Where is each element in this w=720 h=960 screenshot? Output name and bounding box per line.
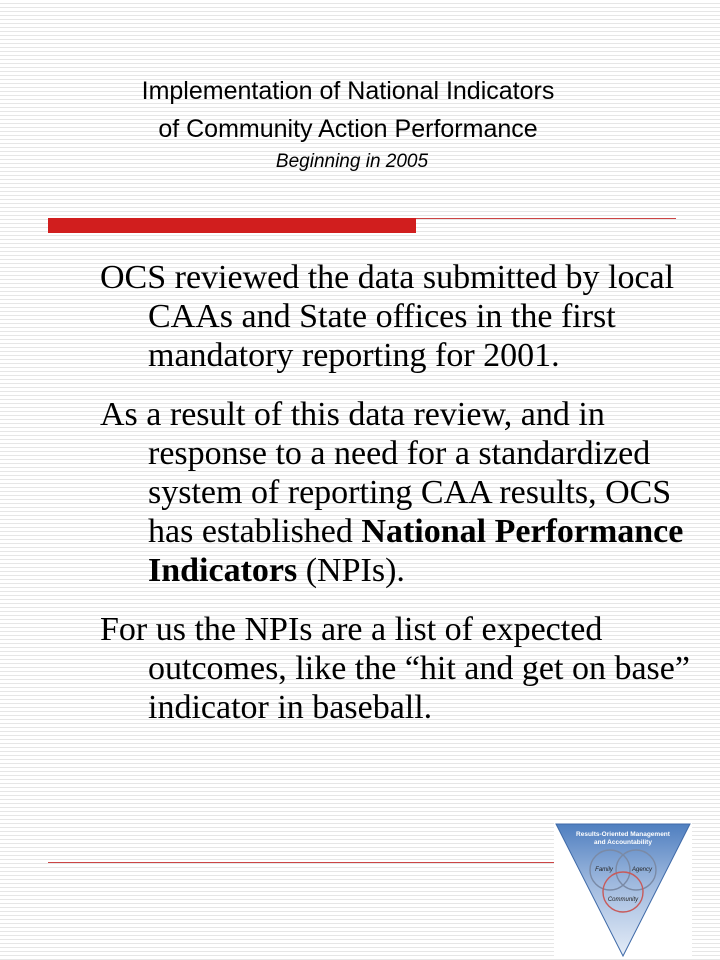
circle-label-family: Family — [595, 867, 613, 873]
slide-body — [100, 258, 690, 747]
title-subtitle: Beginning in 2005 — [275, 151, 429, 172]
roma-logo-graphic — [554, 822, 692, 958]
title-line-1: Implementation of National Indicators — [141, 77, 555, 105]
circle-label-community: Community — [607, 897, 639, 903]
slide-title — [0, 72, 696, 176]
roma-logo — [554, 822, 692, 958]
logo-heading-1: Results-Oriented Management — [576, 831, 670, 838]
paragraph-2-text: As a result of this data review, and in response to a need for a standardized system of reporting CAA results, OCS has established — [100, 396, 672, 550]
title-divider-thick — [48, 218, 416, 233]
paragraph-2-bold: National Performance Indicators — [148, 513, 684, 589]
paragraph-2 — [100, 395, 690, 590]
title-line-2: of Community Action Performance — [158, 115, 538, 143]
paragraph-3: For us the NPIs are a list of expected outcomes, like the “hit and get on base” indicator in baseball. — [100, 611, 690, 726]
circle-label-agency: Agency — [631, 867, 653, 873]
paragraph-1: OCS reviewed the data submitted by local CAAs and State offices in the first mandatory reporting for 2001. — [100, 259, 675, 374]
title-divider-thin — [416, 218, 676, 219]
logo-heading-2: and Accountability — [594, 839, 652, 846]
paragraph-2-tail: (NPIs). — [297, 552, 405, 589]
